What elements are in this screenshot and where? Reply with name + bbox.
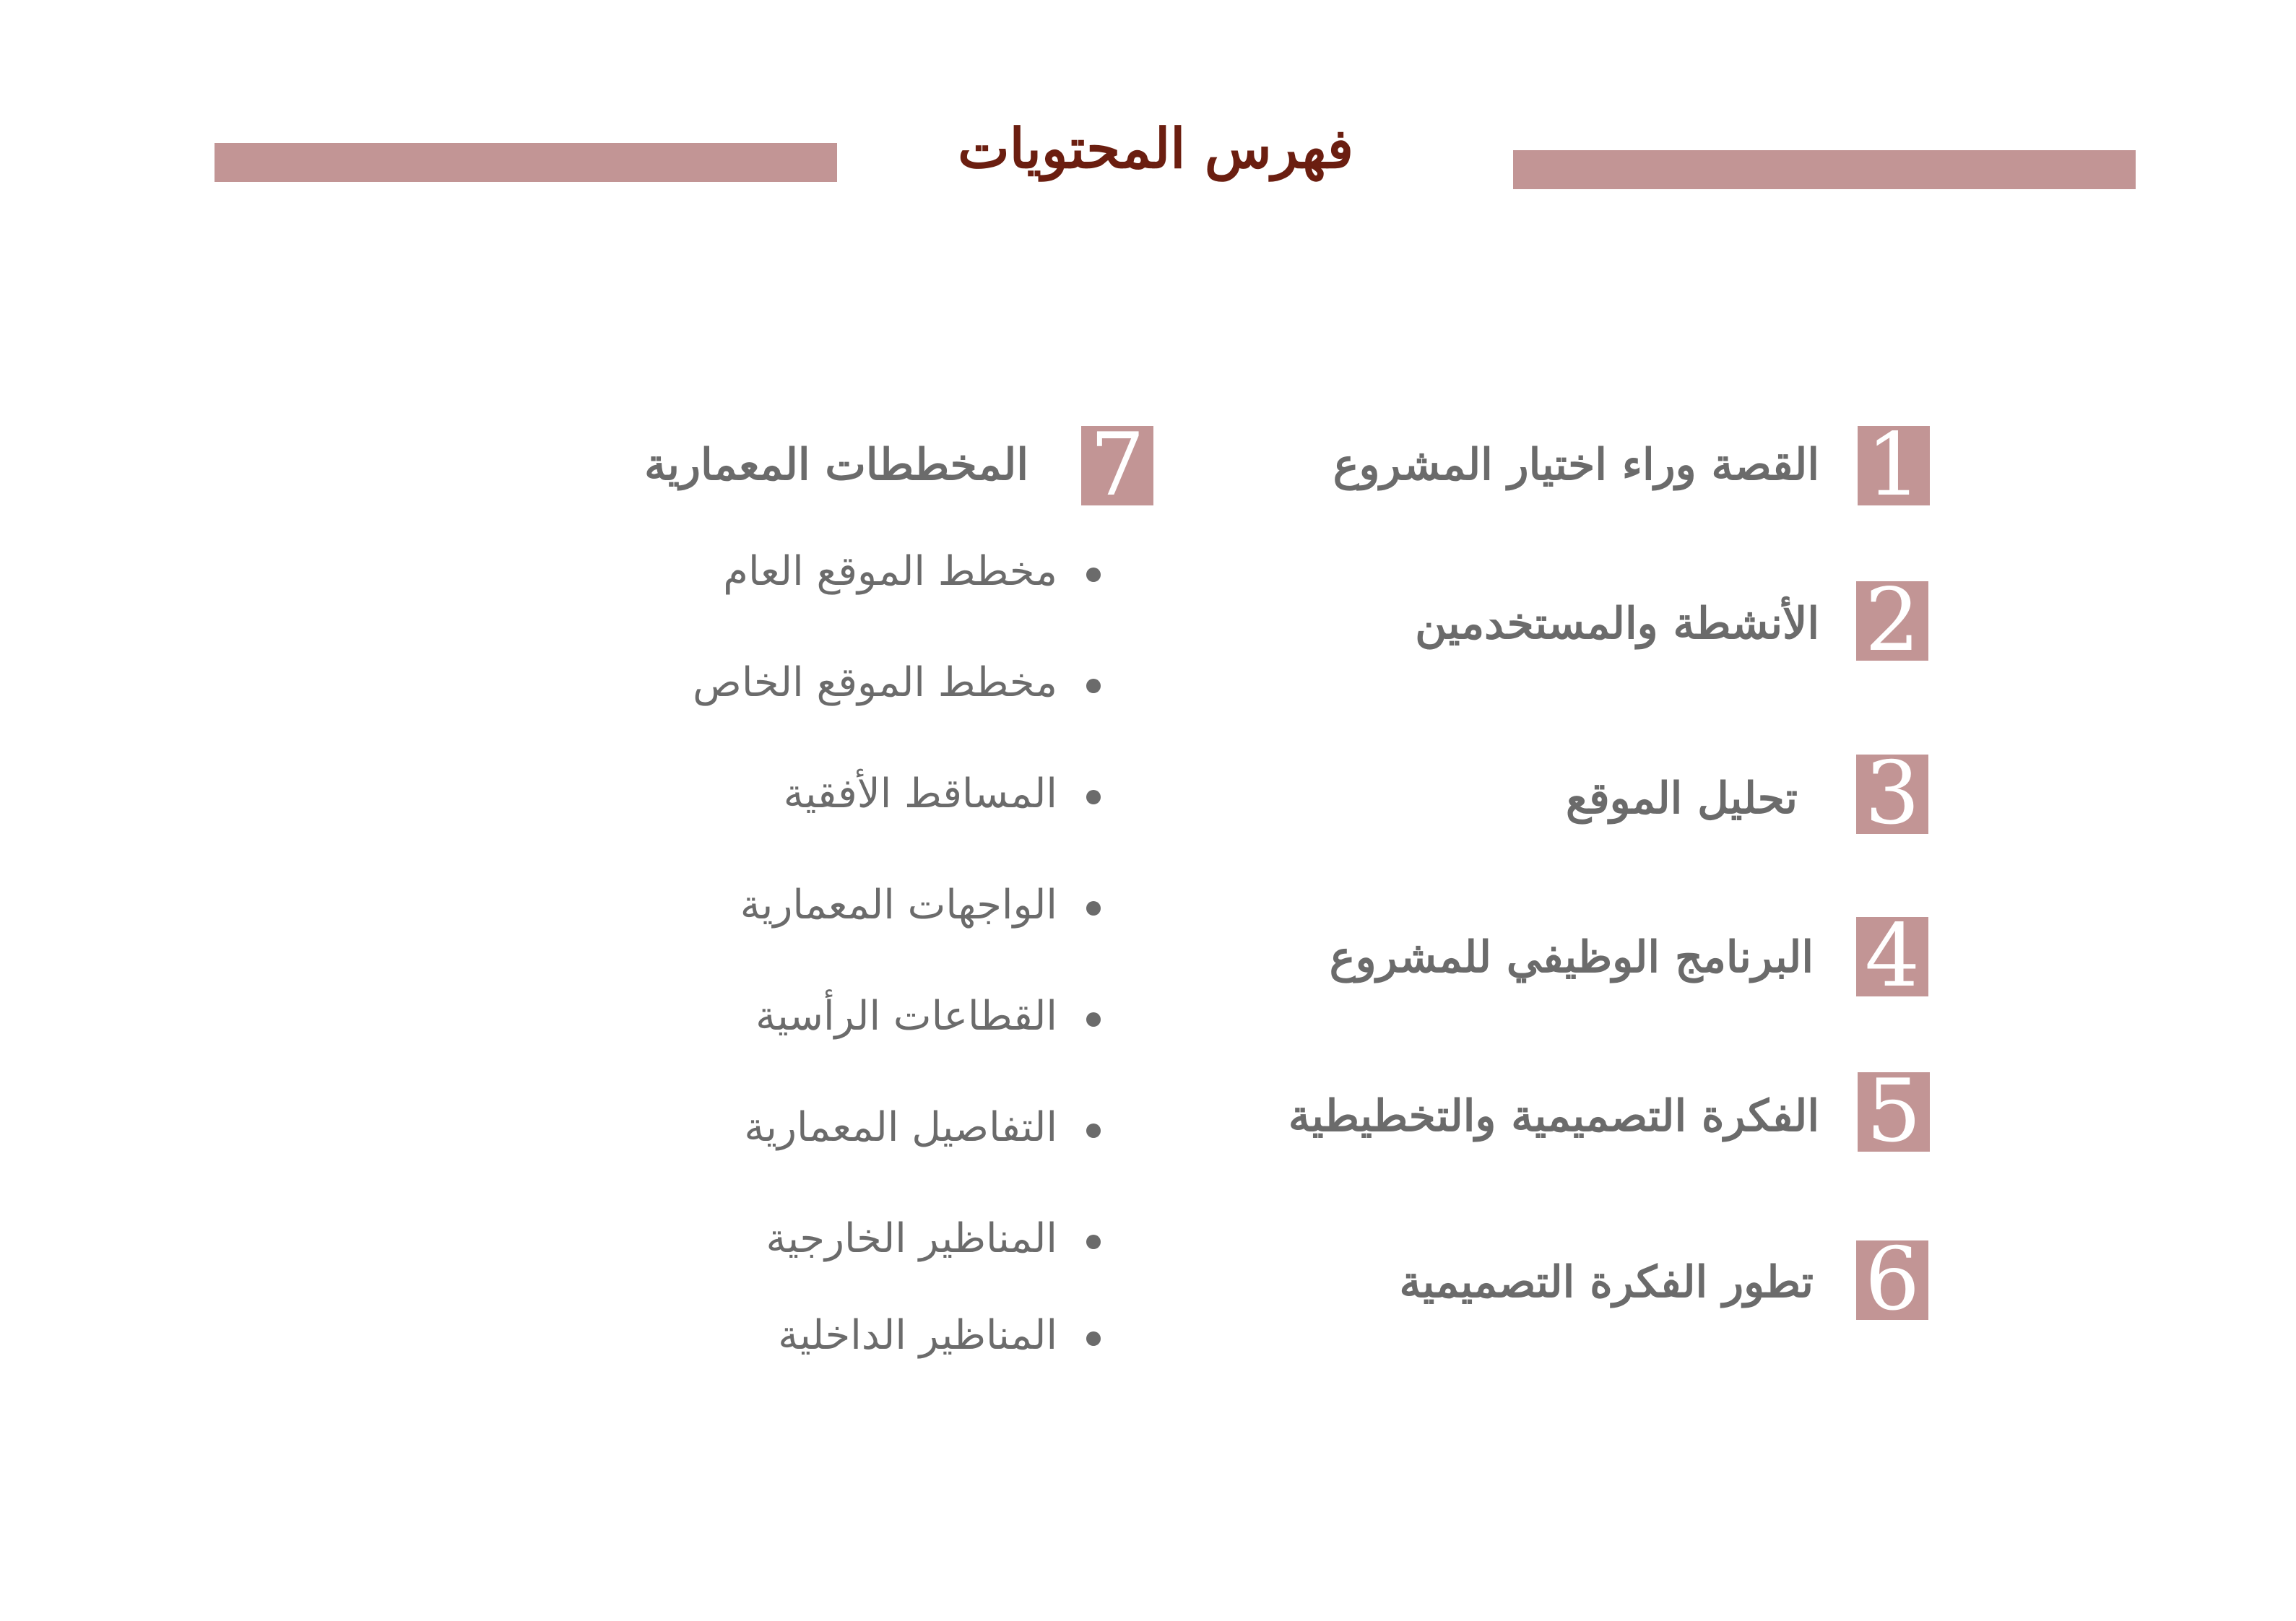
section-3-number: 3 [1856,755,1928,834]
section-3-label: تحليل الموقع [1566,773,1798,824]
sub-item-8: المناظير الداخلية [778,1311,1101,1360]
sub-item-7: المناظير الخارجية [766,1214,1101,1263]
section-7-number: 7 [1081,426,1153,505]
sub-item-2: مخطط الموقع الخاص [693,659,1101,707]
bullet-icon [1086,1331,1101,1346]
section-1-number: 1 [1858,426,1930,505]
section-5-label: الفكرة التصميمية والتخطيطية [1288,1091,1819,1142]
bullet-icon [1086,790,1101,804]
sub-item-3: المساقط الأفقية [784,770,1101,818]
header-decor-bar-right [1513,150,2136,189]
section-7-label: المخططات المعمارية [644,440,1028,490]
bullet-icon [1086,679,1101,693]
sub-item-6: التفاصيل المعمارية [744,1103,1101,1152]
section-5-number: 5 [1858,1072,1930,1152]
bullet-icon [1086,1235,1101,1249]
section-2-label: الأنشطة والمستخدمين [1415,599,1819,649]
section-4-label: البرنامج الوظيفي للمشروع [1329,932,1814,983]
bullet-icon [1086,568,1101,582]
page-title: فهرس المحتويات [958,116,1353,181]
section-6-number: 6 [1856,1240,1928,1320]
section-2-number: 2 [1856,581,1928,661]
bullet-icon [1086,901,1101,916]
sub-item-4: الواجهات المعمارية [740,881,1101,929]
bullet-icon [1086,1012,1101,1027]
bullet-icon [1086,1124,1101,1138]
header-decor-bar-left [215,143,837,182]
section-4-number: 4 [1856,917,1928,996]
section-1-label: القصة وراء اختيار المشروع [1333,440,1819,490]
sub-item-5: القطاعات الرأسية [755,992,1101,1040]
sub-item-1: مخطط الموقع العام [723,547,1101,596]
section-6-label: تطور الفكرة التصميمية [1399,1257,1814,1308]
